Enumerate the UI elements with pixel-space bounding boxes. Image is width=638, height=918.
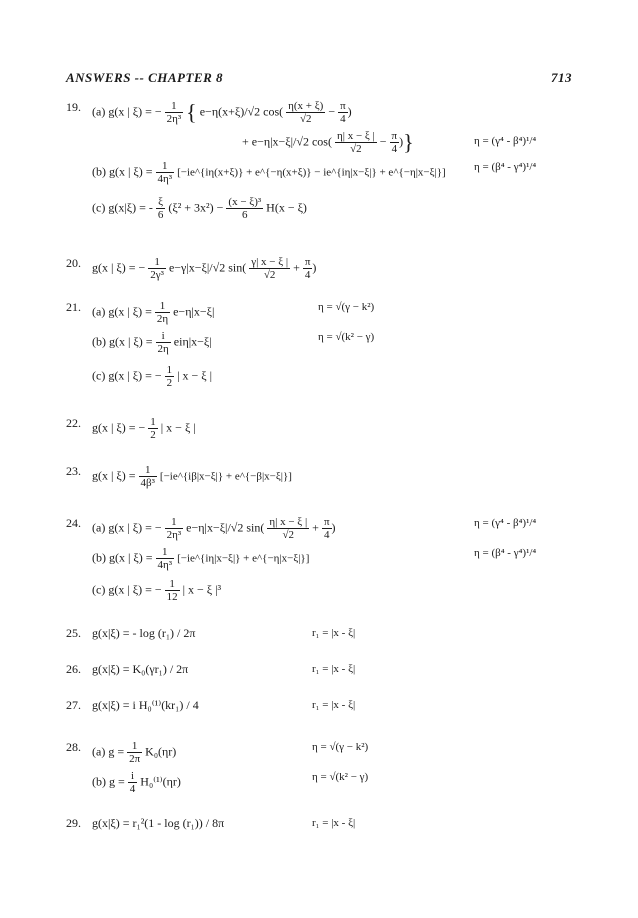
equation-lhs: g(x | ξ) = −	[108, 368, 162, 383]
fraction: $\frac{\eta| x - \xi |}{√2}$	[269, 516, 308, 541]
part-label: (c)	[92, 200, 106, 215]
answer-number: 24.	[66, 516, 81, 530]
answer-28b	[92, 770, 181, 795]
equation-lhs: g(x | ξ) = −	[92, 260, 146, 275]
answer-22	[92, 416, 196, 441]
fraction: $\frac{1}{12}$	[166, 578, 178, 603]
answer-number: 28.	[66, 740, 81, 754]
operator: +	[293, 260, 303, 275]
fraction: $\frac{1}{2}$	[166, 364, 173, 389]
fraction: $\frac{1}{2\pi}$	[129, 740, 141, 765]
eta-definition: η = (γ⁴ - β⁴)¹/⁴	[474, 517, 537, 529]
fraction: $\frac{1}{\text{4η³}}$	[157, 546, 173, 571]
equation-term: e−η|x−ξ|/√2 sin(	[186, 520, 265, 535]
fraction: $\frac{\gamma| x - \xi |}{√2}$	[251, 256, 289, 281]
eta-definition: η = √(γ − k²)	[312, 741, 369, 753]
brace: {	[186, 99, 197, 125]
answer-number: 25.	[66, 626, 81, 640]
answer-21b	[92, 330, 212, 355]
fraction: $\frac{\pi}{4}$	[304, 256, 311, 281]
answer-number: 26.	[66, 662, 81, 676]
answer-number: 27.	[66, 698, 81, 712]
answer-28a	[92, 740, 176, 765]
answer-25: g(x|ξ) = - log (r₁) / 2π	[92, 626, 196, 640]
page-number: 713	[551, 70, 572, 85]
equation-lhs: g(x | ξ) = −	[108, 520, 162, 535]
answer-24b	[92, 546, 309, 571]
answer-number: 23.	[66, 464, 81, 478]
answer-27: g(x|ξ) = i H₀⁽¹⁾(kr₁) / 4	[92, 698, 199, 712]
equation-body: [−ie^{iη(x+ξ)} + e^{−η(x+ξ)} − ie^{iη|x−ξ|} + e^{−η|x−ξ|}]	[177, 166, 446, 179]
equation-lhs: g =	[108, 744, 125, 759]
equation-term: H(x − ξ)	[266, 200, 307, 215]
fraction: $\frac{\eta(x + \xi)}{√2}$	[288, 100, 324, 125]
equation-lhs: g =	[109, 774, 125, 789]
equation-term: (ξ² + 3x²) −	[168, 200, 224, 215]
answer-19b	[92, 160, 446, 185]
r1-definition: r₁ = |x - ξ|	[312, 663, 356, 675]
equation-term: H₀⁽¹⁾(ηr)	[140, 774, 181, 789]
fraction: $\frac{1}{2\eta}$	[156, 300, 169, 325]
answer-24a: (a) g(x | ξ) = − $\frac{1}{\text{2η³}}$ e−η|x−ξ|/√2 sin( $\frac{\eta| x - \xi |}{√2}$ + $\frac{\pi}{4}$ )	[92, 516, 336, 541]
fraction: $\frac{1}{\text{4β³}}$	[140, 464, 155, 489]
eta-definition: η = √(γ − k²)	[318, 301, 375, 313]
equation-term: e−η|x−ξ|	[173, 304, 215, 319]
fraction: $\frac{\xi}{6}$	[157, 196, 164, 221]
fraction: $\frac{\pi}{4}$	[323, 516, 330, 541]
equation-term: e−η(x+ξ)/√2 cos(	[199, 104, 284, 119]
equation-lhs: g(x | ξ) =	[108, 304, 152, 319]
equation-lhs: g(x|ξ) = -	[108, 200, 153, 215]
answer-number: 29.	[66, 816, 81, 830]
fraction: $\frac{1}{\text{2η³}}$	[166, 100, 182, 125]
part-label: (b)	[92, 334, 106, 349]
fraction: $\frac{1}{2}$	[150, 416, 156, 441]
fraction: $\frac{i}{4}$	[129, 770, 136, 795]
operator: −	[328, 104, 339, 119]
answer-number: 21.	[66, 300, 81, 314]
eta-definition: η = (β⁴ - γ⁴)¹/⁴	[474, 547, 537, 559]
equation-lhs: g(x | ξ) = −	[92, 420, 146, 435]
equation-term: K₀(ηr)	[145, 744, 177, 759]
equation-lhs: g(x | ξ) =	[109, 334, 153, 349]
answer-26: g(x|ξ) = K₀(γr₁) / 2π	[92, 662, 189, 676]
answer-19a: (a) g(x | ξ) = − $\frac{1}{\text{2η³}}$ { e−η(x+ξ)/√2 cos( $\frac{\eta(x + \xi)}{√2}$ − $\frac{\pi}{4}$ )	[92, 99, 352, 125]
eta-definition: η = (β⁴ - γ⁴)¹/⁴	[474, 161, 537, 173]
equation-term: | x − ξ |	[160, 420, 196, 435]
fraction: $\frac{\pi}{4}$	[391, 130, 398, 155]
part-label: (c)	[92, 368, 106, 383]
equation-term: e−γ|x−ξ|/√2 sin(	[168, 260, 247, 275]
part-label: (a)	[92, 520, 106, 535]
running-header: ANSWERS -- CHAPTER 8	[66, 70, 224, 85]
answer-number: 20.	[66, 256, 81, 270]
answer-20: g(x | ξ) = − $\frac{1}{\text{2γ³}}$ e−γ|x−ξ|/√2 sin( $\frac{\gamma| x - \xi |}{√2}$ + $\frac{\pi}{4}$ )	[92, 256, 317, 281]
answer-23	[92, 464, 292, 489]
r1-definition: r₁ = |x - ξ|	[312, 817, 356, 829]
operator: +	[312, 520, 322, 535]
equation-lhs: g(x | ξ) =	[109, 164, 153, 179]
part-label: (b)	[92, 774, 106, 789]
fraction: $\frac{1}{\text{2γ³}}$	[150, 256, 164, 281]
fraction: $\frac{\text{(x − ξ)³}}{6}$	[228, 196, 262, 221]
answer-number: 19.	[66, 100, 81, 114]
equation-term: eiη|x−ξ|	[173, 334, 212, 349]
answer-21c	[92, 364, 212, 389]
r1-definition: r₁ = |x - ξ|	[312, 627, 356, 639]
r1-definition: r₁ = |x - ξ|	[312, 699, 356, 711]
answer-19c	[92, 196, 307, 221]
part-label: (a)	[92, 304, 106, 319]
equation-body: [−ie^{iη|x−ξ|} + e^{−η|x−ξ|}]	[177, 552, 310, 565]
eta-definition: η = (γ⁴ - β⁴)¹/⁴	[474, 135, 537, 147]
answer-21a	[92, 300, 214, 325]
eta-definition: η = √(k² − γ)	[318, 331, 375, 343]
part-label: (a)	[92, 744, 106, 759]
answer-number: 22.	[66, 416, 81, 430]
part-label: (c)	[92, 582, 106, 597]
equation-term: + e−η|x−ξ|/√2 cos(	[242, 134, 332, 149]
answer-29: g(x|ξ) = r₁²(1 - log (r₁)) / 8π	[92, 816, 225, 830]
equation-body: [−ie^{iβ|x−ξ|} + e^{−β|x−ξ|}]	[159, 470, 292, 483]
answer-24c	[92, 578, 221, 603]
fraction: $\frac{1}{\text{4η³}}$	[157, 160, 173, 185]
equation-lhs: g(x | ξ) = −	[108, 104, 162, 119]
part-label: (b)	[92, 550, 106, 565]
fraction: $\frac{i}{2\eta}$	[157, 330, 169, 355]
part-label: (b)	[92, 164, 106, 179]
part-label: (a)	[92, 104, 106, 119]
equation-lhs: g(x | ξ) = −	[108, 582, 162, 597]
equation-term: | x − ξ |	[177, 368, 213, 383]
equation-term: | x − ξ |³	[182, 582, 222, 597]
equation-lhs: g(x | ξ) =	[109, 550, 153, 565]
equation-lhs: g(x | ξ) =	[92, 468, 136, 483]
eta-definition: η = √(k² − γ)	[312, 771, 369, 783]
fraction: $\frac{1}{\text{2η³}}$	[166, 516, 182, 541]
fraction: $\frac{\pi}{4}$	[340, 100, 346, 125]
fraction: $\frac{\eta| x - \xi |}{√2}$	[336, 130, 375, 155]
answer-19a-cont: + e−η|x−ξ|/√2 cos( $\frac{\eta| x - \xi |}{√2}$ − $\frac{\pi}{4}$ )}	[242, 129, 414, 155]
